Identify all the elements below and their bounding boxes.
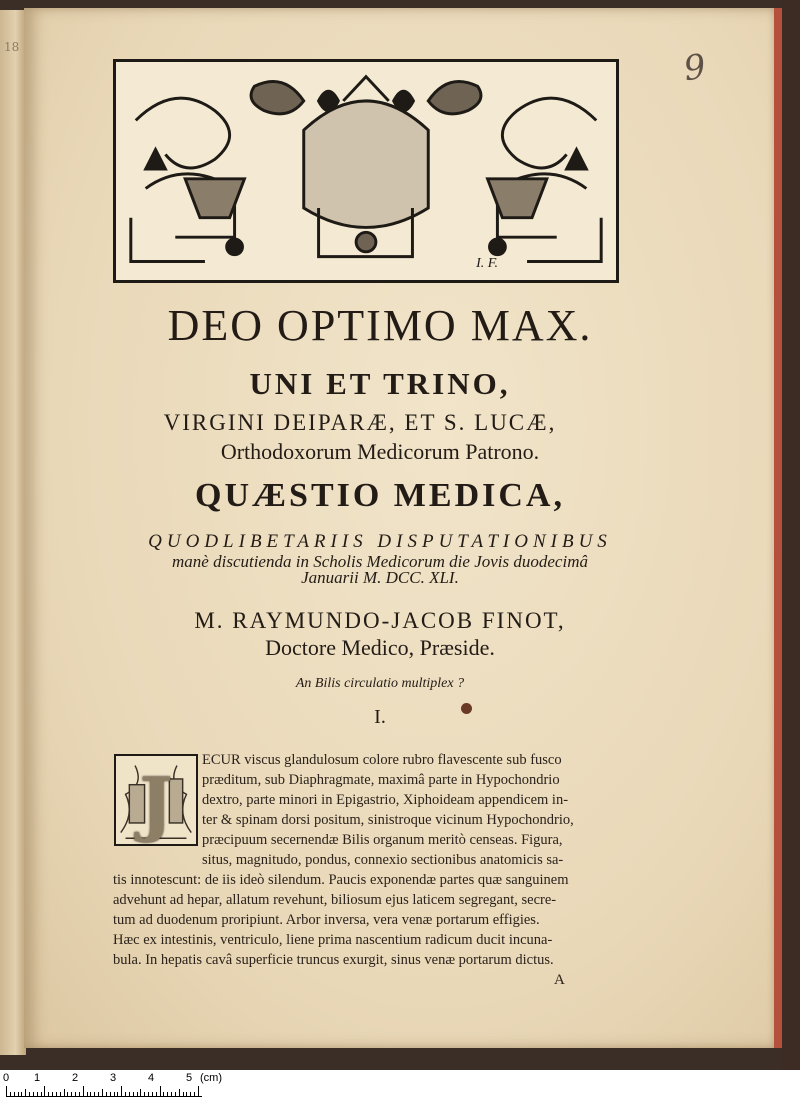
ruler-tick [148, 1092, 149, 1096]
dedication-line-3: VIRGINI DEIPARÆ, ET S. LUCÆ, [163, 410, 557, 435]
ruler-tick [52, 1092, 53, 1096]
ruler-tick [90, 1092, 91, 1096]
ruler-tick [106, 1092, 107, 1096]
ruler-tick [29, 1092, 30, 1096]
body-line-9: tum ad duodenum proripiunt. Arbor inversa, vera venæ portarum effigies. [113, 912, 540, 928]
ruler-tick [56, 1092, 57, 1096]
ruler-tick [137, 1092, 138, 1096]
ruler-tick [114, 1092, 115, 1096]
ruler-tick [60, 1092, 61, 1096]
ruler-tick [79, 1092, 80, 1096]
date-line-1: manè discutienda in Scholis Medicorum die Jovis duodecimâ [172, 552, 588, 571]
ruler-tick [37, 1092, 38, 1096]
ruler-tick [18, 1092, 19, 1096]
date-line-2: Januarii M. DCC. XLI. [301, 568, 459, 587]
ruler-tick [190, 1092, 191, 1096]
ruler-tick [67, 1092, 68, 1096]
ruler-tick [21, 1092, 22, 1096]
body-line-6: situs, magnitudo, pondus, connexio sectionibus anatomicis sa- [202, 852, 564, 868]
ruler-tick [121, 1086, 122, 1096]
body-line-10: Hæc ex intestinis, ventriculo, liene prima nascentium radicum ducit incuna- [113, 932, 553, 948]
ruler-tick [186, 1092, 187, 1096]
dropcap-initial [114, 754, 198, 846]
body-line-1: ECUR viscus glandulosum colore rubro flavescente sub fusco [202, 752, 562, 768]
ruler-tick [133, 1092, 134, 1096]
ruler-tick [125, 1092, 126, 1096]
ruler-label-1: 1 [34, 1072, 41, 1084]
ruler-tick [98, 1092, 99, 1096]
ruler-label-0: 0 [3, 1072, 10, 1084]
ruler-tick [171, 1092, 172, 1096]
praeses-name: M. RAYMUNDO-JACOB FINOT, [194, 608, 566, 633]
ruler-tick [167, 1092, 168, 1096]
ruler-bar [6, 1086, 202, 1097]
ruler-tick [140, 1089, 141, 1096]
scale-ruler [0, 1070, 800, 1106]
ruler-tick [152, 1092, 153, 1096]
ruler-tick [64, 1089, 65, 1096]
ruler-tick [110, 1092, 111, 1096]
folio-number: 9 [681, 46, 709, 90]
quaestio-heading: QUÆSTIO MEDICA, [195, 477, 565, 514]
ruler-label-5: 5 [186, 1072, 193, 1084]
ornamental-headpiece [113, 59, 619, 283]
body-line-7: tis innotescunt: de iis ideò silendum. Paucis exponendæ partes quæ sanguinem [113, 872, 569, 888]
disputation-line: QUODLIBETARIIS DISPUTATIONIBUS [148, 531, 612, 552]
question-line: An Bilis circulatio multiplex ? [295, 676, 465, 691]
previous-page-edge [0, 10, 26, 1055]
ruler-tick [33, 1092, 34, 1096]
body-line-5: præcipuum secernendæ Bilis organum meritò censeas. Figura, [202, 832, 563, 848]
ruler-tick [156, 1092, 157, 1096]
ruler-tick [94, 1092, 95, 1096]
dedication-line-2: UNI ET TRINO, [249, 366, 511, 401]
ruler-tick [179, 1089, 180, 1096]
ruler-tick [75, 1092, 76, 1096]
body-line-11: bula. In hepatis cavâ superficie truncus exurgit, sinus venæ portarum dictus. [113, 952, 554, 968]
ruler-tick [160, 1086, 161, 1096]
headpiece-engraving [116, 62, 616, 280]
dropcap-letter: J [139, 762, 173, 845]
body-line-4: ter & spinam dorsi positum, sinistroque vicinum Hypochondrio, [202, 812, 574, 828]
ruler-tick [25, 1089, 26, 1096]
ruler-tick [129, 1092, 130, 1096]
ruler-tick [194, 1092, 195, 1096]
dedication-line-4: Orthodoxorum Medicorum Patrono. [220, 439, 540, 464]
ink-stain [461, 703, 472, 714]
body-line-2: præditum, sub Diaphragmate, maximâ parte in Hypochondrio [202, 772, 560, 788]
ruler-tick [10, 1092, 11, 1096]
ruler-tick [87, 1092, 88, 1096]
ruler-tick [117, 1092, 118, 1096]
right-background [782, 0, 800, 1070]
body-line-8: advehunt ad hepar, allatum revehunt, biliosum ejus laticem segregant, secre- [113, 892, 557, 908]
ruler-tick [83, 1086, 84, 1096]
ruler-tick [144, 1092, 145, 1096]
margin-note: 18 [4, 40, 20, 54]
ruler-tick [44, 1086, 45, 1096]
ruler-tick [198, 1086, 199, 1096]
ruler-tick [14, 1092, 15, 1096]
engraver-signature: I. F. [476, 256, 498, 271]
ruler-tick [183, 1092, 184, 1096]
ruler-label-3: 3 [110, 1072, 117, 1084]
ruler-tick [41, 1092, 42, 1096]
section-number: I. [374, 706, 386, 728]
ruler-tick [48, 1092, 49, 1096]
red-page-edge [774, 8, 782, 1048]
dedication-heading: DEO OPTIMO MAX. [167, 301, 593, 350]
body-line-3: dextro, parte minori in Epigastrio, Xiphoideam appendicem in- [202, 792, 569, 808]
ruler-tick [102, 1089, 103, 1096]
ruler-tick [175, 1092, 176, 1096]
ruler-label-2: 2 [72, 1072, 79, 1084]
ruler-tick [6, 1086, 7, 1096]
ruler-tick [163, 1092, 164, 1096]
ruler-tick [71, 1092, 72, 1096]
ruler-label-4: 4 [148, 1072, 155, 1084]
signature-mark: A [554, 972, 565, 988]
ruler-unit: (cm) [200, 1072, 222, 1084]
praeses-title: Doctore Medico, Præside. [265, 635, 495, 660]
